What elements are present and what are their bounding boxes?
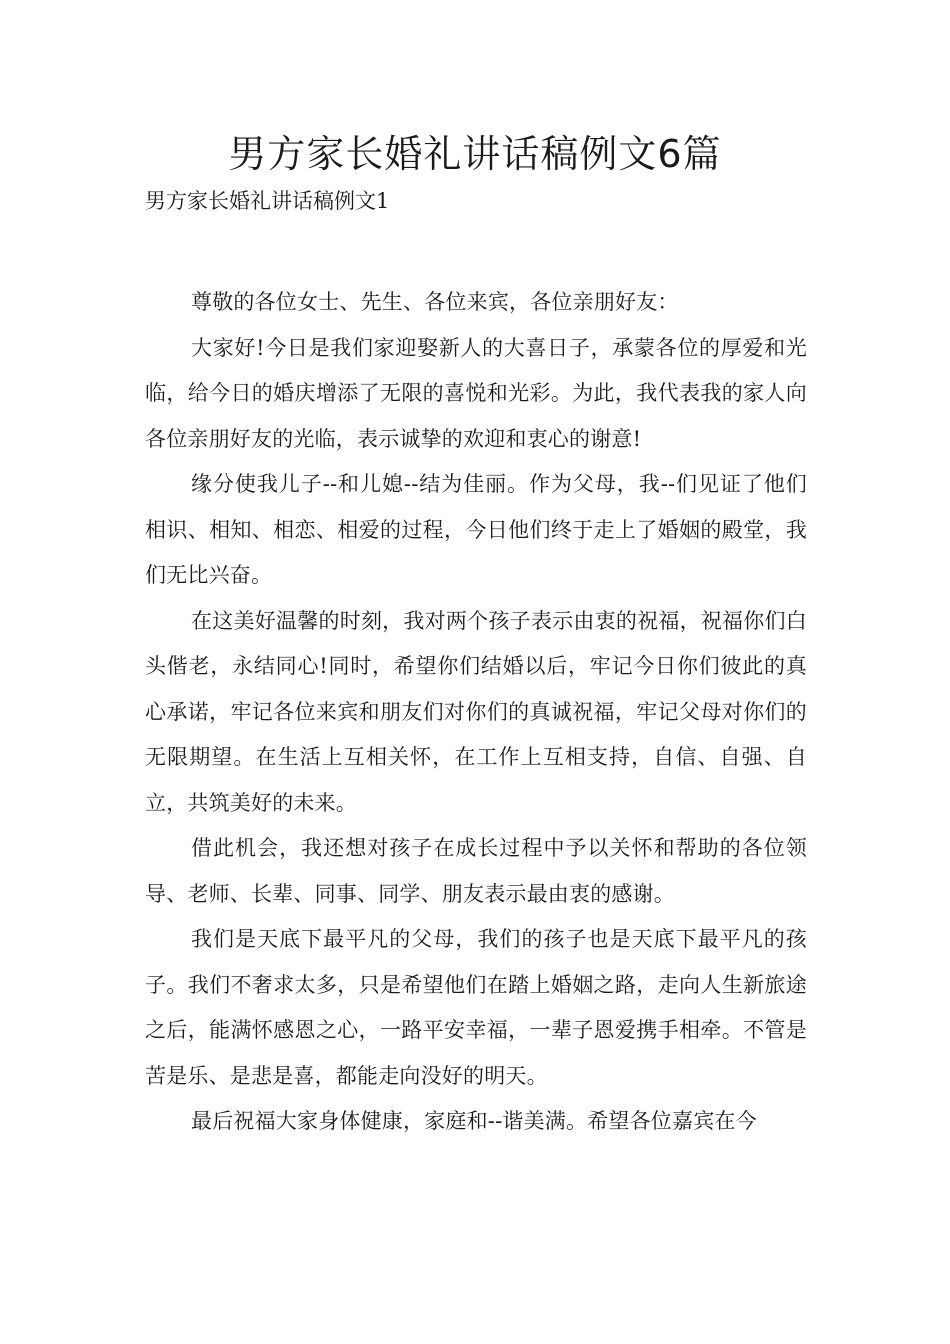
document-body <box>145 280 807 1145</box>
paragraph: 借此机会，我还想对孩子在成长过程中予以关怀和帮助的各位领导、老师、长辈、同事、同学、朋友表示最由衷的感谢。 <box>145 836 807 906</box>
paragraph: 缘分使我儿子--和儿媳--结为佳丽。作为父母，我--们见证了他们相识、相知、相恋、相爱的过程，今日他们终于走上了婚姻的殿堂，我们无比兴奋。 <box>145 472 807 587</box>
paragraph: 大家好!今日是我们家迎娶新人的大喜日子，承蒙各位的厚爱和光临，给今日的婚庆增添了无限的喜悦和光彩。为此，我代表我的家人向各位亲朋好友的光临，表示诚挚的欢迎和衷心的谢意! <box>145 335 807 451</box>
paragraph-salutation: 尊敬的各位女士、先生、各位来宾，各位亲朋好友： <box>191 290 679 314</box>
document-subtitle: 男方家长婚礼讲话稿例文1 <box>145 189 390 213</box>
paragraph: 在这美好温馨的时刻，我对两个孩子表示由衷的祝福，祝福你们白头偕老，永结同心!同时，希望你们结婚以后，牢记今日你们彼此的真心承诺，牢记各位来宾和朋友们对你们的真诚祝福，牢记父母对你们的无限期望。在生活上互相关怀，在工作上互相支持，自信、自强、自立，共筑美好的未来。 <box>145 608 807 815</box>
document-title: 男方家长婚礼讲话稿例文6篇 <box>228 132 722 176</box>
paragraph: 最后祝福大家身体健康，家庭和--谐美满。希望各位嘉宾在今 <box>191 1109 757 1133</box>
paragraph: 我们是天底下最平凡的父母，我们的孩子也是天底下最平凡的孩子。我们不奢求太多，只是希望他们在踏上婚姻之路，走向人生新旅途之后，能满怀感恩之心，一路平安幸福，一辈子恩爱携手相牵。不管是苦是乐、是悲是喜，都能走向没好的明天。 <box>145 927 807 1088</box>
